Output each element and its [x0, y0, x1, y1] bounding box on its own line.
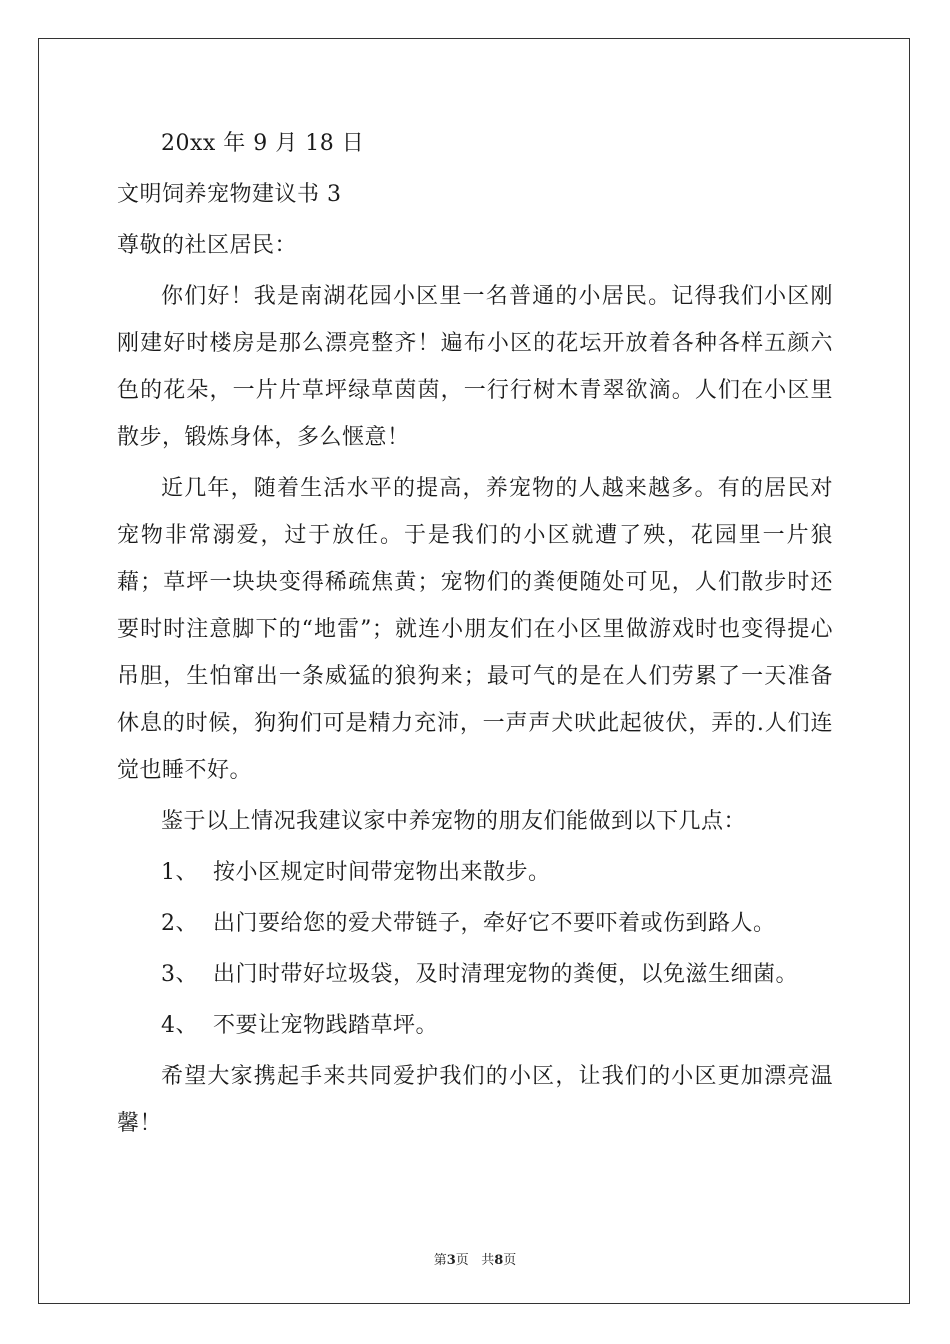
paragraph-3: 鉴于以上情况我建议家中养宠物的朋友们能做到以下几点：	[161, 809, 747, 834]
list-item-2: 2、 出门要给您的爱犬带链子，牵好它不要吓着或伤到路人。	[161, 911, 776, 936]
paragraph-2: 近几年，随着生活水平的提高，养宠物的人越来越多。有的居民对宠物非常溺爱，过于放任。于是我们的小区就遭了殃，花园里一片狼藉；草坪一块块变得稀疏焦黄；宠物们的粪便随处可见，人们散步时还要时时注意脚下的“地雷”；就连小朋友们在小区里做游戏时也变得提心吊胆，生怕窜出一条威猛的狼狗来；最可气的是在人们劳累了一天准备休息的时候，狗狗们可是精力充沛，一声声犬吠此起彼伏，弄的.人们连觉也睡不好。	[117, 476, 833, 783]
paragraph-1: 你们好！我是南湖花园小区里一名普通的小居民。记得我们小区刚刚建好时楼房是那么漂亮整齐！遍布小区的花坛开放着各种各样五颜六色的花朵，一片片草坪绿草茵茵，一行行树木青翠欲滴。人们在小区里散步，锻炼身体，多么惬意！	[117, 284, 833, 450]
footer-page-mid: 页 共	[455, 1253, 495, 1268]
footer-page-prefix: 第	[433, 1253, 447, 1268]
closing-paragraph: 希望大家携起手来共同爱护我们的小区，让我们的小区更加漂亮温馨！	[117, 1064, 833, 1136]
list-item-4: 4、 不要让宠物践踏草坪。	[161, 1013, 438, 1038]
list-item-1: 1、 按小区规定时间带宠物出来散步。	[161, 860, 551, 885]
footer-page-current: 3	[446, 1253, 456, 1268]
footer-page-total: 8	[494, 1253, 504, 1268]
document-body	[117, 120, 833, 1147]
salutation: 尊敬的社区居民：	[117, 233, 298, 258]
document-date: 20xx 年 9 月 18 日	[161, 131, 365, 156]
list-item-3: 3、 出门时带好垃圾袋，及时清理宠物的粪便，以免滋生细菌。	[161, 962, 798, 987]
document-title: 文明饲养宠物建议书 3	[117, 182, 342, 207]
page-footer	[0, 1249, 950, 1268]
footer-page-suffix: 页	[503, 1253, 517, 1268]
